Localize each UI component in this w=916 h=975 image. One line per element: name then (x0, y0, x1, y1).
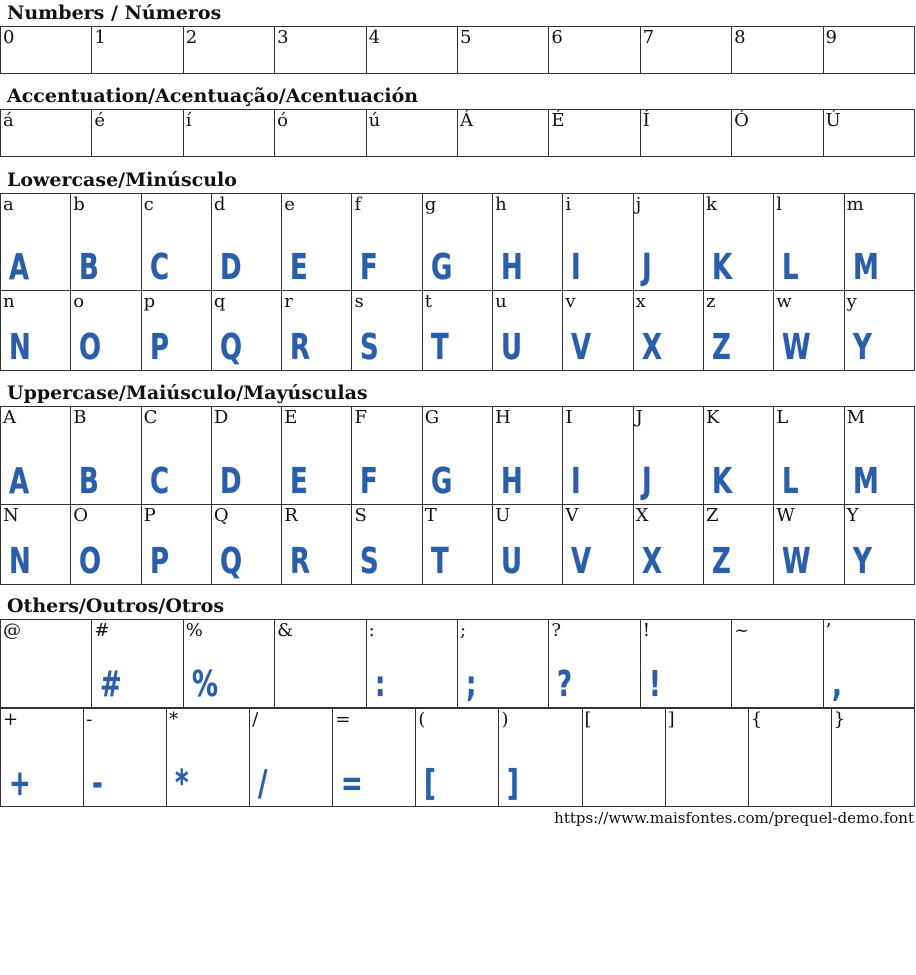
character-label: v (565, 291, 576, 312)
glyph-cell (732, 620, 823, 708)
glyph-cell (563, 194, 633, 291)
character-label: j (635, 194, 642, 215)
font-sample-glyph: ? (557, 664, 572, 705)
glyph-cell (141, 505, 211, 585)
font-sample-glyph: M (852, 461, 878, 502)
glyph-cell (71, 505, 141, 585)
glyph-cell (211, 291, 281, 371)
glyph-cell (844, 407, 914, 505)
character-label: i (565, 194, 572, 215)
character-label: 9 (825, 27, 837, 48)
font-sample-glyph: ] (507, 763, 519, 804)
character-label: n (3, 291, 15, 312)
character-label: N (3, 505, 19, 526)
glyph-cell (92, 27, 183, 74)
glyph-cell (71, 194, 141, 291)
font-sample-glyph: V (571, 541, 591, 582)
character-label: 1 (94, 27, 106, 48)
glyph-cell (493, 194, 563, 291)
font-sample-glyph: ; (465, 664, 476, 705)
font-sample-glyph: + (9, 763, 31, 804)
glyph-cell (352, 407, 422, 505)
glyph-cell (493, 505, 563, 585)
character-label: o (73, 291, 85, 312)
font-sample-glyph: , (831, 664, 841, 705)
character-label: Ó (734, 110, 749, 131)
accents-grid (0, 109, 915, 157)
font-sample-glyph: G (430, 247, 452, 288)
character-label: / (252, 709, 259, 730)
character-label: ) (501, 709, 509, 730)
glyph-cell (141, 194, 211, 291)
glyph-cell (748, 709, 831, 807)
character-label: = (335, 709, 351, 730)
character-label: q (213, 291, 226, 312)
character-label: z (705, 291, 716, 312)
glyph-cell (250, 709, 333, 807)
character-label: - (86, 709, 93, 730)
glyph-cell (183, 110, 274, 157)
glyph-cell (844, 194, 914, 291)
character-label: w (776, 291, 792, 312)
font-sample-glyph: B (79, 461, 99, 502)
font-sample-glyph: ! (648, 664, 660, 705)
character-label: W (776, 505, 795, 526)
glyph-cell (282, 291, 352, 371)
character-label: Z (705, 505, 719, 526)
font-sample-glyph: T (430, 327, 448, 368)
glyph-cell (823, 27, 914, 74)
lowercase-grid (0, 193, 915, 371)
character-label: P (143, 505, 156, 526)
glyph-cell (183, 620, 274, 708)
font-sample-glyph: J (641, 461, 651, 502)
font-sample-glyph: X (641, 541, 661, 582)
font-sample-glyph: P (149, 541, 168, 582)
glyph-cell (333, 709, 416, 807)
font-sample-glyph: W (782, 541, 811, 582)
glyph-cell (732, 27, 823, 74)
font-sample-glyph: H (501, 461, 523, 502)
font-sample-glyph: % (191, 664, 218, 705)
character-label: T (424, 505, 437, 526)
character-label: C (143, 407, 158, 428)
character-label: b (73, 194, 85, 215)
glyph-cell (823, 620, 914, 708)
glyph-cell (1, 620, 92, 708)
font-sample-glyph: D (219, 247, 241, 288)
glyph-cell (582, 709, 665, 807)
character-label: : (368, 620, 375, 641)
font-sample-glyph: F (360, 247, 378, 288)
glyph-cell (844, 505, 914, 585)
font-sample-glyph: O (79, 327, 101, 368)
font-sample-glyph: E (290, 247, 308, 288)
glyph-cell (703, 194, 773, 291)
character-label: M (846, 407, 865, 428)
character-label: O (73, 505, 89, 526)
glyph-cell (774, 505, 844, 585)
font-sample-glyph: A (9, 461, 29, 502)
glyph-cell (831, 709, 914, 807)
glyph-cell (633, 505, 703, 585)
font-sample-glyph: L (782, 461, 799, 502)
character-label: 0 (3, 27, 15, 48)
glyph-cell (275, 620, 366, 708)
glyph-cell (563, 407, 633, 505)
glyph-cell (563, 505, 633, 585)
font-sample-glyph: C (149, 461, 168, 502)
character-label: y (846, 291, 857, 312)
character-label: V (565, 505, 579, 526)
glyph-cell (282, 505, 352, 585)
glyph-cell (275, 110, 366, 157)
font-sample-glyph: # (100, 664, 122, 705)
character-label: Ú (825, 110, 841, 131)
glyph-cell (640, 110, 731, 157)
character-label: E (284, 407, 298, 428)
section-title-accents: Accentuation/Acentuação/Acentuación (7, 85, 419, 107)
glyph-cell (71, 291, 141, 371)
glyph-cell (1, 407, 71, 505)
glyph-cell (1, 505, 71, 585)
character-label: B (73, 407, 87, 428)
glyph-cell (141, 291, 211, 371)
glyph-cell (549, 27, 640, 74)
character-label: ó (277, 110, 289, 131)
uppercase-grid (0, 406, 915, 585)
character-label: s (354, 291, 364, 312)
font-sample-glyph: N (9, 327, 30, 368)
font-sample-glyph: R (290, 541, 310, 582)
glyph-cell (422, 505, 492, 585)
character-label: ’ (825, 620, 832, 641)
glyph-cell (457, 110, 548, 157)
font-sample-glyph: I (571, 461, 581, 502)
character-label: U (495, 505, 511, 526)
glyph-cell (633, 291, 703, 371)
glyph-cell (633, 407, 703, 505)
source-url: https://www.maisfontes.com/prequel-demo.font (554, 809, 914, 827)
glyph-cell (774, 407, 844, 505)
font-sample-glyph: T (430, 541, 448, 582)
character-label: d (213, 194, 226, 215)
font-sample-glyph: F (360, 461, 378, 502)
font-sample-glyph: N (9, 541, 30, 582)
glyph-cell (366, 620, 457, 708)
character-label: @ (3, 620, 21, 641)
font-sample-glyph: : (374, 664, 385, 705)
font-sample-glyph: Z (711, 327, 731, 368)
font-sample-glyph: Y (852, 541, 871, 582)
character-label: l (776, 194, 783, 215)
character-label: x (635, 291, 646, 312)
character-label: é (94, 110, 106, 131)
glyph-cell (352, 291, 422, 371)
glyph-cell (422, 407, 492, 505)
glyph-cell (1, 110, 92, 157)
glyph-cell (844, 291, 914, 371)
character-label: [ (584, 709, 592, 730)
character-label: m (846, 194, 864, 215)
character-label: + (3, 709, 19, 730)
font-sample-glyph: E (290, 461, 308, 502)
glyph-cell (366, 110, 457, 157)
font-sample-glyph: K (711, 247, 732, 288)
glyph-cell (422, 194, 492, 291)
glyph-cell (366, 27, 457, 74)
character-label: & (277, 620, 294, 641)
character-label: á (3, 110, 14, 131)
font-sample-glyph: L (782, 247, 799, 288)
glyph-cell (703, 505, 773, 585)
character-label: e (284, 194, 295, 215)
glyph-cell (1, 194, 71, 291)
glyph-cell (282, 407, 352, 505)
others-grid-row2 (0, 708, 915, 807)
character-label: # (94, 620, 110, 641)
glyph-cell (640, 620, 731, 708)
character-label: É (551, 110, 565, 131)
glyph-cell (422, 291, 492, 371)
glyph-cell (549, 620, 640, 708)
font-sample-glyph: P (149, 327, 168, 368)
font-sample-glyph: M (852, 247, 878, 288)
glyph-cell (493, 407, 563, 505)
font-sample-glyph: U (501, 541, 522, 582)
glyph-cell (211, 194, 281, 291)
font-sample-glyph: Y (852, 327, 871, 368)
font-sample-glyph: G (430, 461, 452, 502)
glyph-cell (665, 709, 748, 807)
font-sample-glyph: I (571, 247, 581, 288)
glyph-cell (275, 27, 366, 74)
character-label: L (776, 407, 789, 428)
character-label: t (424, 291, 433, 312)
glyph-cell (774, 291, 844, 371)
glyph-cell (823, 110, 914, 157)
character-label: { (750, 709, 763, 730)
character-label: 2 (185, 27, 198, 48)
character-label: F (354, 407, 367, 428)
character-label: í (185, 110, 192, 131)
character-label: % (185, 620, 203, 641)
glyph-cell (352, 194, 422, 291)
glyph-cell (457, 620, 548, 708)
character-label: Q (213, 505, 229, 526)
section-title-lowercase: Lowercase/Minúsculo (7, 169, 237, 191)
font-sample-glyph: K (711, 461, 732, 502)
font-sample-glyph: B (79, 247, 99, 288)
font-sample-glyph: S (360, 541, 379, 582)
glyph-cell (141, 407, 211, 505)
glyph-cell (774, 194, 844, 291)
character-label: I (565, 407, 573, 428)
font-sample-glyph: H (501, 247, 523, 288)
font-sample-glyph: S (360, 327, 379, 368)
glyph-cell (703, 407, 773, 505)
glyph-cell (92, 620, 183, 708)
character-label: S (354, 505, 367, 526)
character-label: a (3, 194, 14, 215)
character-label: ] (667, 709, 675, 730)
font-sample-glyph: Q (219, 541, 242, 582)
character-label: Y (846, 505, 859, 526)
character-label: Í (642, 110, 650, 131)
character-label: 4 (368, 27, 381, 48)
character-label: 6 (551, 27, 563, 48)
glyph-cell (211, 505, 281, 585)
character-label: R (284, 505, 298, 526)
character-label: G (424, 407, 440, 428)
character-label: k (705, 194, 717, 215)
character-label: 7 (642, 27, 655, 48)
numbers-grid (0, 26, 915, 74)
glyph-cell (183, 27, 274, 74)
glyph-cell (167, 709, 250, 807)
character-label: 8 (734, 27, 746, 48)
font-sample-glyph: A (9, 247, 29, 288)
font-sample-glyph: D (219, 461, 241, 502)
font-sample-glyph: W (782, 327, 811, 368)
character-label: ! (642, 620, 650, 641)
font-sample-glyph: O (79, 541, 101, 582)
character-label: H (495, 407, 511, 428)
font-sample-glyph: J (641, 247, 651, 288)
font-sample-glyph: C (149, 247, 168, 288)
character-label: g (424, 194, 437, 215)
glyph-cell (92, 110, 183, 157)
character-label: X (635, 505, 649, 526)
font-sample-glyph: - (92, 763, 103, 804)
character-label: h (495, 194, 507, 215)
glyph-cell (732, 110, 823, 157)
glyph-cell (640, 27, 731, 74)
character-label: K (705, 407, 720, 428)
character-label: r (284, 291, 293, 312)
character-label: Á (459, 110, 473, 131)
glyph-cell (352, 505, 422, 585)
font-sample-glyph: Q (219, 327, 242, 368)
glyph-cell (71, 407, 141, 505)
glyph-cell (549, 110, 640, 157)
glyph-cell (457, 27, 548, 74)
glyph-cell (84, 709, 167, 807)
glyph-cell (416, 709, 499, 807)
font-sample-glyph: V (571, 327, 591, 368)
character-label: p (143, 291, 156, 312)
character-label: ? (551, 620, 561, 641)
glyph-cell (1, 709, 84, 807)
character-label: f (354, 194, 362, 215)
character-label: ú (368, 110, 381, 131)
section-title-others: Others/Outros/Otros (7, 595, 225, 617)
glyph-cell (703, 291, 773, 371)
font-sample-glyph: Z (711, 541, 731, 582)
character-label: J (635, 407, 643, 428)
character-label: c (143, 194, 154, 215)
font-sample-glyph: / (258, 763, 267, 804)
font-sample-glyph: = (341, 763, 363, 804)
character-label: A (3, 407, 16, 428)
character-label: u (495, 291, 507, 312)
character-label: * (169, 709, 179, 730)
font-sample-glyph: * (175, 763, 188, 804)
glyph-cell (1, 27, 92, 74)
font-sample-glyph: R (290, 327, 310, 368)
glyph-cell (499, 709, 582, 807)
character-label: 5 (459, 27, 472, 48)
character-label: ; (459, 620, 467, 641)
glyph-cell (282, 194, 352, 291)
glyph-cell (563, 291, 633, 371)
font-sample-glyph: U (501, 327, 522, 368)
character-label: } (833, 709, 846, 730)
section-title-numbers: Numbers / Números (7, 2, 222, 24)
glyph-cell (633, 194, 703, 291)
glyph-cell (493, 291, 563, 371)
character-label: ( (418, 709, 426, 730)
font-sample-glyph: [ (424, 763, 436, 804)
font-sample-glyph: X (641, 327, 661, 368)
others-grid-row1 (0, 619, 915, 708)
section-title-uppercase: Uppercase/Maiúsculo/Mayúsculas (7, 382, 368, 404)
glyph-cell (211, 407, 281, 505)
character-label: 3 (277, 27, 289, 48)
glyph-cell (1, 291, 71, 371)
character-label: D (213, 407, 229, 428)
character-label: ~ (734, 620, 750, 641)
